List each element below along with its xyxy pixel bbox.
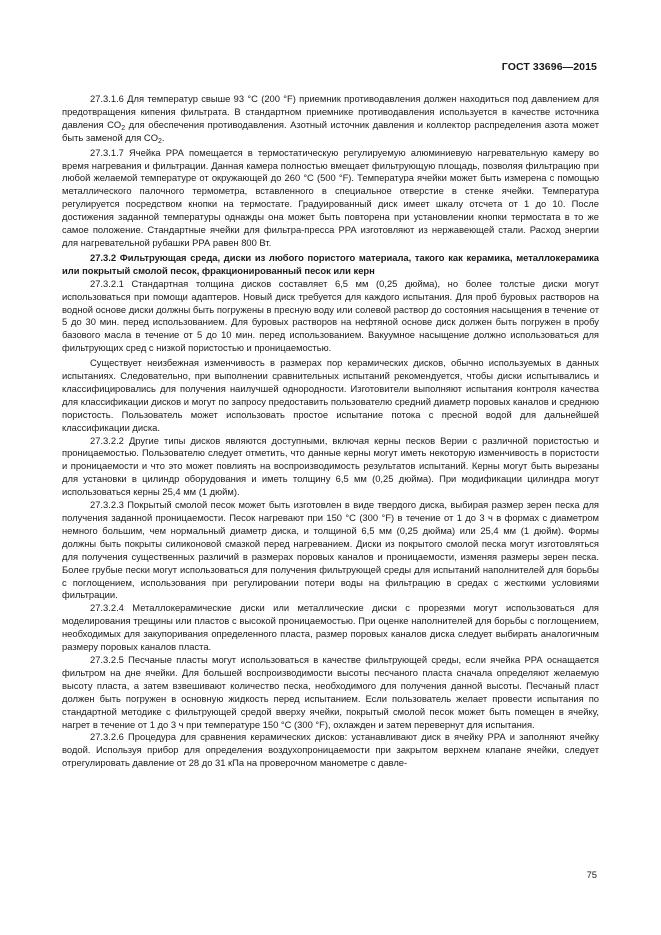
paragraph-27-3-2-6: 27.3.2.6 Процедура для сравнения керамических дисков: устанавливают диск в ячейку РРА и заполняют ячейку водой. Используя прибор для определения воздухопроницаемости при закрытом верхнем клапане ячейки, следует отрегулировать давление от 28 до 31 кПа на проверочном манометре с давле- (62, 731, 599, 769)
paragraph-27-3-2-4: 27.3.2.4 Металлокерамические диски или металлические диски с прорезями могут использоваться для моделирования трещины или пластов с высокой проницаемостью. При оценке наполнителей для борьбы с поглощением, необходимых для закупоривания определенного пласта, размер поровых каналов диска следует выбирать аналогичным размеру поровых каналов пласта. (62, 602, 599, 653)
paragraph-27-3-2-5: 27.3.2.5 Песчаные пласты могут использоваться в качестве фильтрующей среды, если ячейка РРА оснащается фильтром на дне ячейки. Для большей воспроизводимости высоты песчаного пласта сначала определяют желаемую высоту пласта, а затем взвешивают количество песка, необходимого для получения данной высоты. Песчаный пласт должен быть погружен в основную жидкость перед испытанием. Если пользователь желает провести испытания по стандартной методике с фильтрующей средой вверху ячейки, покрытый смолой песок может быть помещен в ячейку, нагрет в течение от 1 до 3 ч при температуре 150 °С (300 °F), охлажден и затем перевернут для испытания. (62, 653, 599, 730)
page-number: 75 (586, 869, 597, 880)
paragraph-disk-variability: Существует неизбежная изменчивость в размерах пор керамических дисков, обычно используемых в данных испытаниях. Следовательно, при выполнении сравнительных испытаний рекомендуется, чтобы диски испытывались и классифицировались для получения наилучшей однородности. Изготовители выполняют испытания контроля качества для классификации дисков и могут по запросу предоставить пользователю средний диаметр поровых каналов и среднюю пористость. Пользователь может использовать простое испытание потока с пресной водой для дальнейшей классификации диска. (62, 357, 599, 433)
paragraph-27-3-1-6: 27.3.1.6 Для температур свыше 93 °С (200 °F) приемник противодавления должен находиться под давлением для предотвращения кипения фильтрата. В стандартном приемнике противодавления используется в качестве источника давления $CO_2$ для обеспечения противодавления. Азотный источник давления и коллектор распределения азота может быть заменой для $CO_2$. (62, 93, 599, 145)
paragraph-27-3-1-7: 27.3.1.7 Ячейка РРА помещается в термостатическую регулируемую алюминиевую нагревательную камеру во время нагревания и фильтрации. Данная камера полностью вмещает фильтрующую площадь, позволяя фильтрацию при любой желаемой температуре от окружающей до 260 °С (500 °F). Температура ячейки может быть измерена с помощью металлического палочного термометра, вставленного в специальное отверстие в стенке ячейки. Температура регулируется посредством кнопки на термостате. Градуированный диск имеет шкалу отсчета от 1 до 10. После достижения заданной температуры однажды она может быть повторена при установлении кнопки термостата в то же самое положение. Стандартные ячейки для фильтра-пресса РРА изготовляют из нержавеющей стали. Расход энергии для нагревательной рубашки РРА равен 800 Вт. (62, 146, 599, 248)
paragraph-27-3-2-2: 27.3.2.2 Другие типы дисков являются доступными, включая керны песков Верии с различной пористостью и проницаемостью. Пользователю следует отметить, что данные керны могут иметь некоторую изменчивость в пористости и проницаемости и что это может повлиять на воспроизводимость результатов испытаний. Керны могут быть вырезаны для установки в цилиндр оборудования и иметь толщину 6,5 мм (0,25 дюйма). При модификации цилиндра могут использоваться керны 25,4 мм (1 дюйм). (62, 434, 599, 498)
paragraph-27-3-2-3: 27.3.2.3 Покрытый смолой песок может быть изготовлен в виде твердого диска, выбирая размер зерен песка для получения заданной проницаемости. Песок нагревают при 150 °С (300 °F) в течение от 1 до 3 ч в формах с диаметром немного большим, чем нормальный диаметр диска, и толщиной 6,5 мм (0,25 дюйма) или 25,4 мм (1 дюйм). Формы должны быть покрыты силиконовой смазкой перед нагреванием. Диски из покрытого смолой песка могут изготовляться для получения существенных различий в размерах поровых каналов и проницаемости, изменяя размеры зерен песка. Более грубые пески могут использоваться для получения фильтрующей среды для испытаний наполнителей для борьбы с поглощением, использования при регулировании потери воды на фильтрацию в средах с жесткими условиями фильтрации. (62, 499, 599, 601)
standard-header: ГОСТ 33696—2015 (501, 61, 597, 73)
paragraph-27-3-2-1: 27.3.2.1 Стандартная толщина дисков составляет 6,5 мм (0,25 дюйма), но более толстые диски могут использоваться при помощи адаптеров. Новый диск требуется для каждого испытания. Для проб буровых растворов на водной основе диски должны быть погружены в пресную воду или солевой раствор до состояния насыщения в течение от 5 до 30 мин. перед использованием. Для буровых растворов на нефтяной основе диск должен быть погружен в пробу базового масла в течение от 5 до 10 мин. перед использованием. Вакуумное насыщение должно использоваться для фильтрующих сред с низкой пористостью и проницаемостью. (62, 277, 599, 354)
section-heading-27-3-2: 27.3.2 Фильтрующая среда, диски из любого пористого материала, такого как керамика, металлокерамика или покрытый смолой песок, фракционированный песок или керн (62, 251, 599, 276)
document-body (62, 93, 599, 770)
